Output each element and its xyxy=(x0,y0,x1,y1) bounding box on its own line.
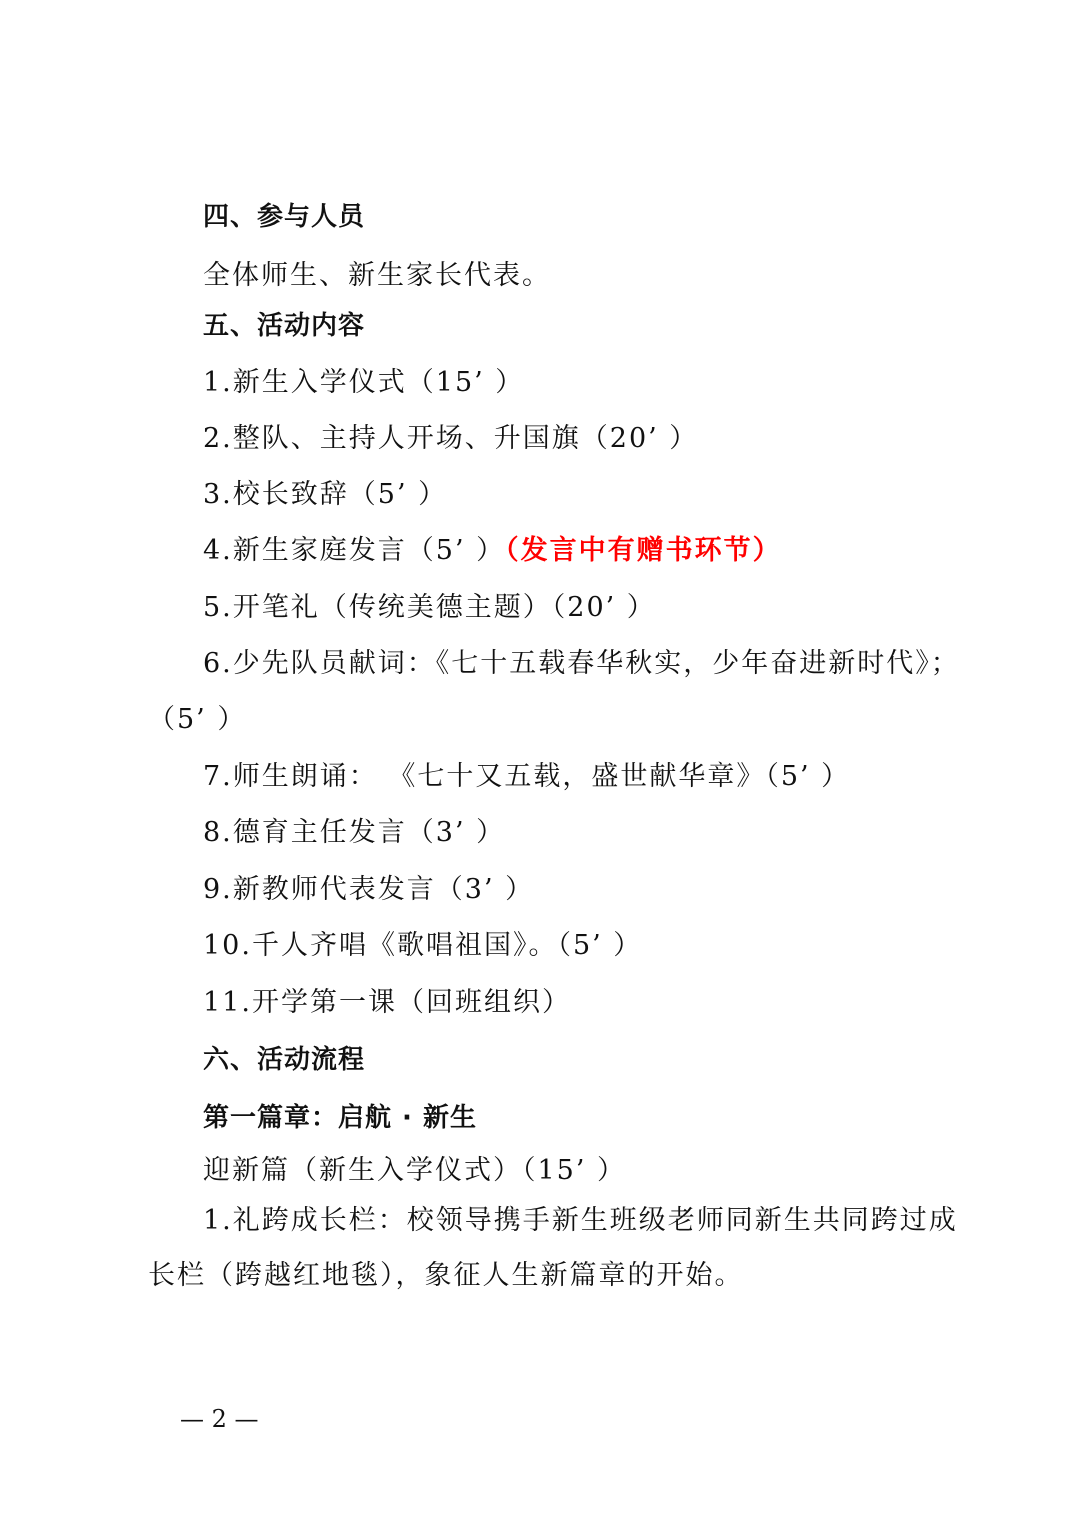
welcome-line: 迎新篇（新生入学仪式）（15’ ） xyxy=(203,1155,627,1186)
page-number: — 2 — xyxy=(180,1405,259,1433)
content-item-1: 1.新生入学仪式（15’ ） xyxy=(203,367,525,398)
content-item-9: 9.新教师代表发言（3’ ） xyxy=(203,874,535,905)
content-item-4-note: （发言中有赠书环节） xyxy=(505,535,782,566)
content-item-2: 2.整队、主持人开场、升国旗（20’ ） xyxy=(203,423,699,454)
content-item-3: 3.校长致辞（5’ ） xyxy=(203,479,448,510)
section-5-heading: 五、活动内容 xyxy=(203,311,366,341)
content-item-6-continued: （5’ ） xyxy=(148,704,247,735)
content-item-4-text: 4.新生家庭发言（5’ ） xyxy=(203,535,506,566)
content-item-5: 5.开笔礼（传统美德主题）（20’ ） xyxy=(203,592,656,623)
participants-text: 全体师生、新生家长代表。 xyxy=(203,260,551,291)
chapter-1-heading: 第一篇章：启航 · 新生 xyxy=(203,1103,477,1133)
content-item-8: 8.德育主任发言（3’ ） xyxy=(203,817,506,848)
step-1-line-2: 长栏（跨越红地毯），象征人生新篇章的开始。 xyxy=(148,1260,744,1291)
content-item-6: 6.少先队员献词：《七十五载春华秋实，少年奋进新时代》； xyxy=(203,648,960,679)
section-4-heading: 四、参与人员 xyxy=(203,202,366,232)
section-6-heading: 六、活动流程 xyxy=(203,1045,366,1075)
content-item-4 xyxy=(203,535,782,567)
step-1-line-1: 1.礼跨成长栏：校领导携手新生班级老师同新生共同跨过成 xyxy=(203,1205,958,1236)
content-item-11: 11.开学第一课（回班组织） xyxy=(203,987,571,1018)
content-item-7: 7.师生朗诵： 《七十又五载，盛世献华章》（5’ ） xyxy=(203,761,851,792)
content-item-10: 10.千人齐唱《歌唱祖国》。（5’ ） xyxy=(203,930,643,961)
